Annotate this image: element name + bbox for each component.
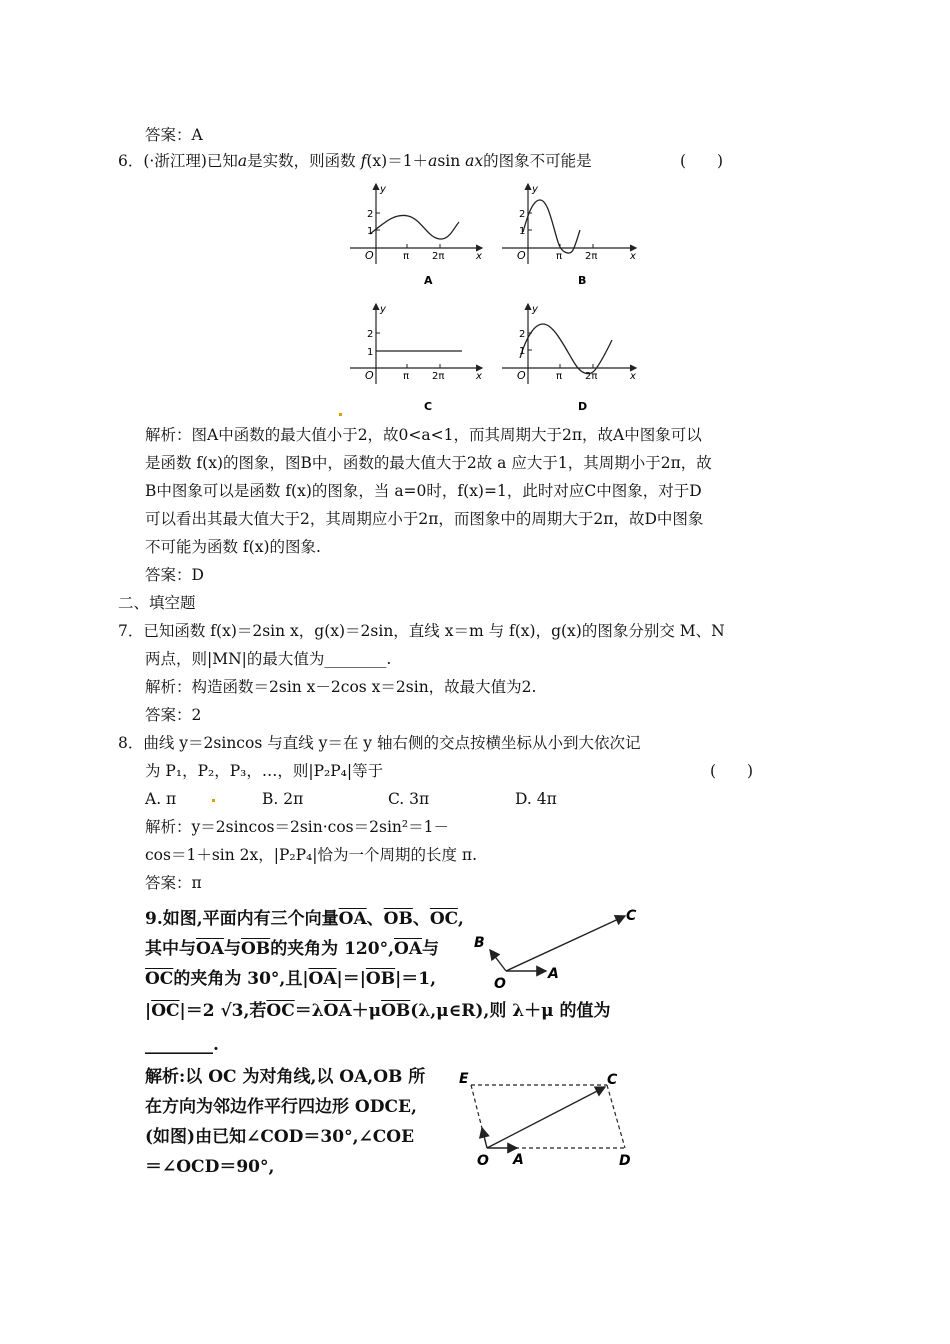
graph-b-label: B xyxy=(578,274,587,287)
q8-stem-line-2: 为 P₁，P₂，P₃，…，则|P₂P₄|等于 xyxy=(145,762,384,780)
graph-c-tick-1: 1 xyxy=(367,347,374,358)
graph-d-label: D xyxy=(578,400,588,413)
q8-option-c: C. 3π xyxy=(388,790,430,808)
graph-c-x-label: x xyxy=(476,371,482,382)
graph-d-origin: O xyxy=(517,369,526,382)
q9-parallelogram-figure xyxy=(455,1066,645,1176)
graph-b-tick-pi: π xyxy=(556,251,563,262)
q9-blank: ________. xyxy=(145,1035,219,1055)
vector-ob: $\overline{OB}$ xyxy=(365,969,396,989)
q9-analysis-line-4: ＝∠OCD＝90°, xyxy=(145,1157,275,1177)
q8-option-a: A. π xyxy=(145,790,177,808)
vector-oa: $\overline{OA}$ xyxy=(323,1001,352,1021)
graph-c-label: C xyxy=(424,400,433,413)
q9-analysis-line-2: 在方向为邻边作平行四边形 ODCE, xyxy=(145,1097,417,1117)
q6-func-f: f xyxy=(360,152,367,170)
q6-func-a: a xyxy=(428,152,438,170)
vector-oa: $\overline{OA}$ xyxy=(308,969,337,989)
q7-analysis: 解析：构造函数＝2sin x－2cos x＝2sin，故最大值为2. xyxy=(145,678,537,696)
vector-oc: $\overline{OC}$ xyxy=(151,1001,180,1021)
fig1-point-c: C xyxy=(626,908,637,924)
vector-oc: $\overline{OC}$ xyxy=(145,969,174,989)
q9-text: 与 xyxy=(422,939,440,959)
q6-stem-pre: 6．(·浙江理)已知 xyxy=(118,152,238,170)
graph-d-tick-1: 1 xyxy=(519,346,526,357)
graph-d-tick-2: 2 xyxy=(519,329,526,340)
q9-text: |＝2 √3,若 xyxy=(179,1001,267,1021)
vector-ob: $\overline{OB}$ xyxy=(383,909,413,929)
q8-option-b: B. 2π xyxy=(262,790,304,808)
graph-b-x-label: x xyxy=(630,251,636,262)
q6-analysis-line-2: 是函数 f(x)的图象，图B中，函数的最大值大于2故 a 应大于1，其周期小于2π，故 xyxy=(145,454,712,472)
graph-b-y-label: y xyxy=(532,184,538,195)
graph-a-label: A xyxy=(424,274,433,287)
graph-d-tick-pi: π xyxy=(556,371,563,382)
q9-sep: 、 xyxy=(412,909,430,929)
q9-text: 的夹角为 30°,且| xyxy=(173,969,309,989)
q9-stem-line-4 xyxy=(145,998,611,1024)
q6-answer: 答案：D xyxy=(145,566,204,584)
q9-text: |＝1, xyxy=(395,969,437,989)
fig2-point-a: A xyxy=(513,1152,524,1168)
vector-oa: $\overline{OA}$ xyxy=(338,909,367,929)
graph-b-origin: O xyxy=(517,249,526,262)
q9-text: 其中与 xyxy=(145,939,196,959)
q8-analysis-line-2: cos＝1＋sin 2x，|P₂P₄|恰为一个周期的长度 π. xyxy=(145,846,478,864)
fig2-point-o: O xyxy=(477,1153,489,1169)
q9-text: | xyxy=(145,1001,152,1021)
vector-oc: $\overline{OC}$ xyxy=(266,1001,295,1021)
graph-c-tick-2pi: 2π xyxy=(432,371,445,382)
fig1-point-a: A xyxy=(548,966,559,982)
graph-b xyxy=(502,184,636,287)
q9-text-r: R xyxy=(461,1001,476,1021)
q6-func-eq: ＝1＋ xyxy=(387,152,429,170)
q9-text: 9.如图,平面内有三个向量 xyxy=(145,909,339,929)
q9-text: ),则 λ＋μ 的值为 xyxy=(475,1001,611,1021)
q8-answer: 答案：π xyxy=(145,874,202,892)
graph-a xyxy=(350,184,482,287)
graph-d-x-label: x xyxy=(630,371,636,382)
q9-text: |＝| xyxy=(336,969,366,989)
fig2-point-d: D xyxy=(619,1153,631,1169)
q6-analysis-line-4: 可以看出其最大值大于2，其周期应小于2π，而图象中的周期大于2π，故D中图象 xyxy=(145,510,704,528)
graph-c-origin: O xyxy=(365,369,374,382)
q7-stem-line-2: 两点，则|MN|的最大值为________. xyxy=(145,650,392,668)
graph-c-tick-2: 2 xyxy=(367,329,374,340)
graph-a-y-label: y xyxy=(380,184,386,195)
q7-stem-line-1: 7．已知函数 f(x)＝2sin x，g(x)＝2sin，直线 x＝m 与 f(x)，g(x)的图象分别交 M、N xyxy=(118,622,725,640)
q9-stem-line-2 xyxy=(145,936,439,962)
vector-ob: $\overline{OB}$ xyxy=(241,939,271,959)
stray-dot xyxy=(339,413,342,416)
q8-option-d: D. 4π xyxy=(515,790,557,808)
graph-b-tick-2pi: 2π xyxy=(585,251,598,262)
q9-text: 与 xyxy=(224,939,241,959)
q6-bracket: ( ) xyxy=(680,152,724,170)
graph-d-tick-2pi: 2π xyxy=(585,371,598,382)
q8-stem-line-1: 8．曲线 y＝2sincos 与直线 y＝在 y 轴右侧的交点按横坐标从小到大依次记 xyxy=(118,734,641,752)
q9-stem-line-1: 9.如图,平面内有三个向量$\overline{OA}$、$\overline{OB}$、$\overline{OC}$, xyxy=(145,909,464,929)
fig1-point-b: B xyxy=(474,935,485,951)
stray-dot xyxy=(212,799,215,802)
graph-c xyxy=(350,304,482,413)
q9-stem-line-3 xyxy=(145,966,436,992)
q6-func-sin: sin xyxy=(437,152,461,170)
vector-oa: $\overline{OA}$ xyxy=(196,939,224,959)
graph-a-x-label: x xyxy=(476,251,482,262)
fig1-point-o: O xyxy=(494,976,506,992)
vector-ob: $\overline{OB}$ xyxy=(381,1001,411,1021)
vector-oc: $\overline{OC}$ xyxy=(429,909,458,929)
q6-stem-mid: 是实数，则函数 xyxy=(247,152,356,170)
q6-var-a: a xyxy=(237,152,248,170)
q6-analysis-line-1: 解析：图A中函数的最大值小于2，故0<a<1，而其周期大于2π，故A中图象可以 xyxy=(145,426,702,444)
graph-a-tick-2pi: 2π xyxy=(432,251,445,262)
graph-a-tick-1: 1 xyxy=(367,226,374,237)
fig2-point-c: C xyxy=(607,1072,618,1088)
q6-analysis-line-5: 不可能为函数 f(x)的图象. xyxy=(145,538,321,556)
q6-stem-post: 的图象不可能是 xyxy=(483,152,592,170)
graph-d xyxy=(502,304,636,413)
q6-analysis-line-3: B中图象可以是函数 f(x)的图象，当 a=0时，f(x)=1，此时对应C中图象，对于D xyxy=(145,482,702,500)
q9-analysis-line-1: 解析:以 OC 为对角线,以 OA,OB 所 xyxy=(145,1067,426,1087)
q6-graphs-figure xyxy=(340,178,650,418)
graph-c-tick-pi: π xyxy=(403,371,410,382)
fig2-point-e: E xyxy=(459,1071,469,1087)
graph-b-tick-1: 1 xyxy=(519,226,526,237)
graph-d-y-label: y xyxy=(532,304,538,315)
q6-func-x: (x) xyxy=(366,152,388,170)
q8-analysis-line-1: 解析：y＝2sincos＝2sin·cos＝2sin²＝1－ xyxy=(145,818,449,836)
q9-text: ＝λ xyxy=(294,1001,324,1021)
q5-answer: 答案：A xyxy=(145,126,203,144)
q9-sep: 、 xyxy=(366,909,384,929)
graph-a-tick-pi: π xyxy=(403,251,410,262)
graph-c-y-label: y xyxy=(380,304,386,315)
q7-answer: 答案：2 xyxy=(145,706,202,724)
q8-bracket: ( ) xyxy=(710,762,754,780)
q9-text: (λ,μ∈ xyxy=(410,1001,462,1021)
q9-vector-figure xyxy=(470,900,650,995)
q9-text: 的夹角为 120°, xyxy=(270,939,395,959)
graph-a-tick-2: 2 xyxy=(367,209,374,220)
section-heading: 二、填空题 xyxy=(118,594,196,612)
q6-stem xyxy=(118,150,592,172)
q6-func-ax: ax xyxy=(465,152,484,170)
vector-oa: $\overline{OA}$ xyxy=(394,939,423,959)
q9-text: ＋μ xyxy=(351,1001,382,1021)
graph-a-origin: O xyxy=(365,249,374,262)
graph-b-tick-2: 2 xyxy=(519,209,526,220)
q9-analysis-line-3: (如图)由已知∠COD＝30°,∠COE xyxy=(145,1127,415,1147)
